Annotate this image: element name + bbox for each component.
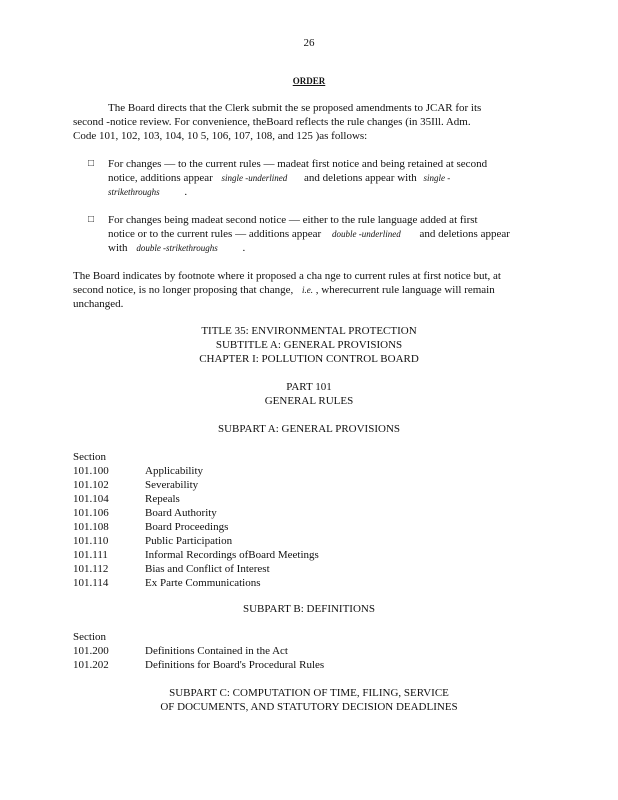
section-number: 101.111 — [73, 549, 108, 561]
title-heading: TITLE 35: ENVIRONMENTAL PROTECTION — [201, 325, 417, 337]
bullet-1-period: . — [184, 186, 188, 198]
bullet-icon: □ — [88, 158, 95, 169]
chapter-heading: CHAPTER I: POLLUTION CONTROL BOARD — [199, 353, 419, 365]
bullet-1-text-c: and deletions appear with — [304, 172, 417, 184]
section-number: 101.106 — [73, 507, 109, 519]
bullet-1-line-1: For changes — to the current rules — madeat first notice and being retained at second — [108, 158, 488, 170]
bullet-1-line-3 — [108, 185, 187, 199]
section-title: Informal Recordings ofBoard Meetings — [145, 549, 319, 561]
bullet-1-italic-a: single -underlined — [221, 173, 288, 183]
section-title: Applicability — [145, 465, 204, 477]
bullet-2-italic-b: double -strikethroughs — [136, 243, 218, 253]
footnote-line-3: unchanged. — [73, 298, 124, 310]
page-number: 26 — [303, 37, 315, 49]
section-title: Bias and Conflict of Interest — [145, 563, 270, 575]
bullet-1-italic-b: single - — [423, 173, 451, 183]
section-number: 101.108 — [73, 521, 109, 533]
section-number: 101.114 — [73, 577, 109, 589]
section-title: Severability — [145, 479, 199, 491]
section-number: 101.110 — [73, 535, 109, 547]
section-number: 101.200 — [73, 645, 109, 657]
bullet-2-line-2 — [108, 227, 510, 241]
order-heading: ORDER — [292, 76, 326, 86]
bullet-2-line-3 — [108, 241, 245, 255]
section-title: Public Participation — [145, 535, 233, 547]
bullet-2-text-a: notice or to the current rules — additions appear — [108, 228, 322, 240]
bullet-1-line-2 — [108, 171, 450, 185]
section-number: 101.104 — [73, 493, 109, 505]
section-title: Board Authority — [145, 507, 217, 519]
bullet-2-text-c: and deletions appear — [419, 228, 510, 240]
footnote-text-c: , wherecurrent rule language will remain — [315, 284, 495, 296]
section-number: 101.112 — [73, 563, 109, 575]
subpart-c-heading-line-2: OF DOCUMENTS, AND STATUTORY DECISION DEADLINES — [160, 701, 458, 713]
section-title: Board Proceedings — [145, 521, 229, 533]
intro-line-1: The Board directs that the Clerk submit the se proposed amendments to JCAR for its — [108, 102, 482, 114]
bullet-2-text-d: with — [108, 242, 128, 254]
section-title: Definitions for Board's Procedural Rules — [145, 659, 325, 671]
footnote-ie: i.e. — [302, 285, 314, 295]
subtitle-heading: SUBTITLE A: GENERAL PROVISIONS — [215, 339, 403, 351]
section-title: Definitions Contained in the Act — [145, 645, 288, 657]
section-number: 101.100 — [73, 465, 109, 477]
bullet-1-italic-c: strikethroughs — [108, 187, 160, 197]
subpart-a-heading: SUBPART A: GENERAL PROVISIONS — [218, 423, 400, 435]
footnote-text-a: second notice, is no longer proposing that change, — [73, 284, 294, 296]
section-label: Section — [73, 451, 106, 463]
subpart-c-heading-line-1: SUBPART C: COMPUTATION OF TIME, FILING, SERVICE — [169, 687, 449, 699]
intro-line-3: Code 101, 102, 103, 104, 10 5, 106, 107, 108, and 125 )as follows: — [73, 130, 368, 142]
bullet-2-period: . — [242, 242, 246, 254]
bullet-1-text-a: notice, additions appear — [108, 172, 213, 184]
section-title: Repeals — [145, 493, 180, 505]
section-label: Section — [73, 631, 106, 643]
section-number: 101.102 — [73, 479, 109, 491]
section-number: 101.202 — [73, 659, 109, 671]
part-name: GENERAL RULES — [264, 395, 354, 407]
footnote-line-2 — [73, 283, 495, 297]
subpart-b-heading: SUBPART B: DEFINITIONS — [243, 603, 375, 615]
bullet-icon: □ — [88, 214, 95, 225]
bullet-2-italic-a: double -underlined — [331, 229, 401, 239]
part-number: PART 101 — [286, 381, 332, 393]
section-title: Ex Parte Communications — [145, 577, 261, 589]
bullet-2-line-1: For changes being madeat second notice — either to the rule language added at first — [108, 214, 478, 226]
footnote-line-1: The Board indicates by footnote where it proposed a cha nge to current rules at first notice but, at — [73, 270, 501, 282]
intro-line-2: second -notice review. For convenience, theBoard reflects the rule changes (in 35Ill. Adm. — [73, 116, 471, 128]
